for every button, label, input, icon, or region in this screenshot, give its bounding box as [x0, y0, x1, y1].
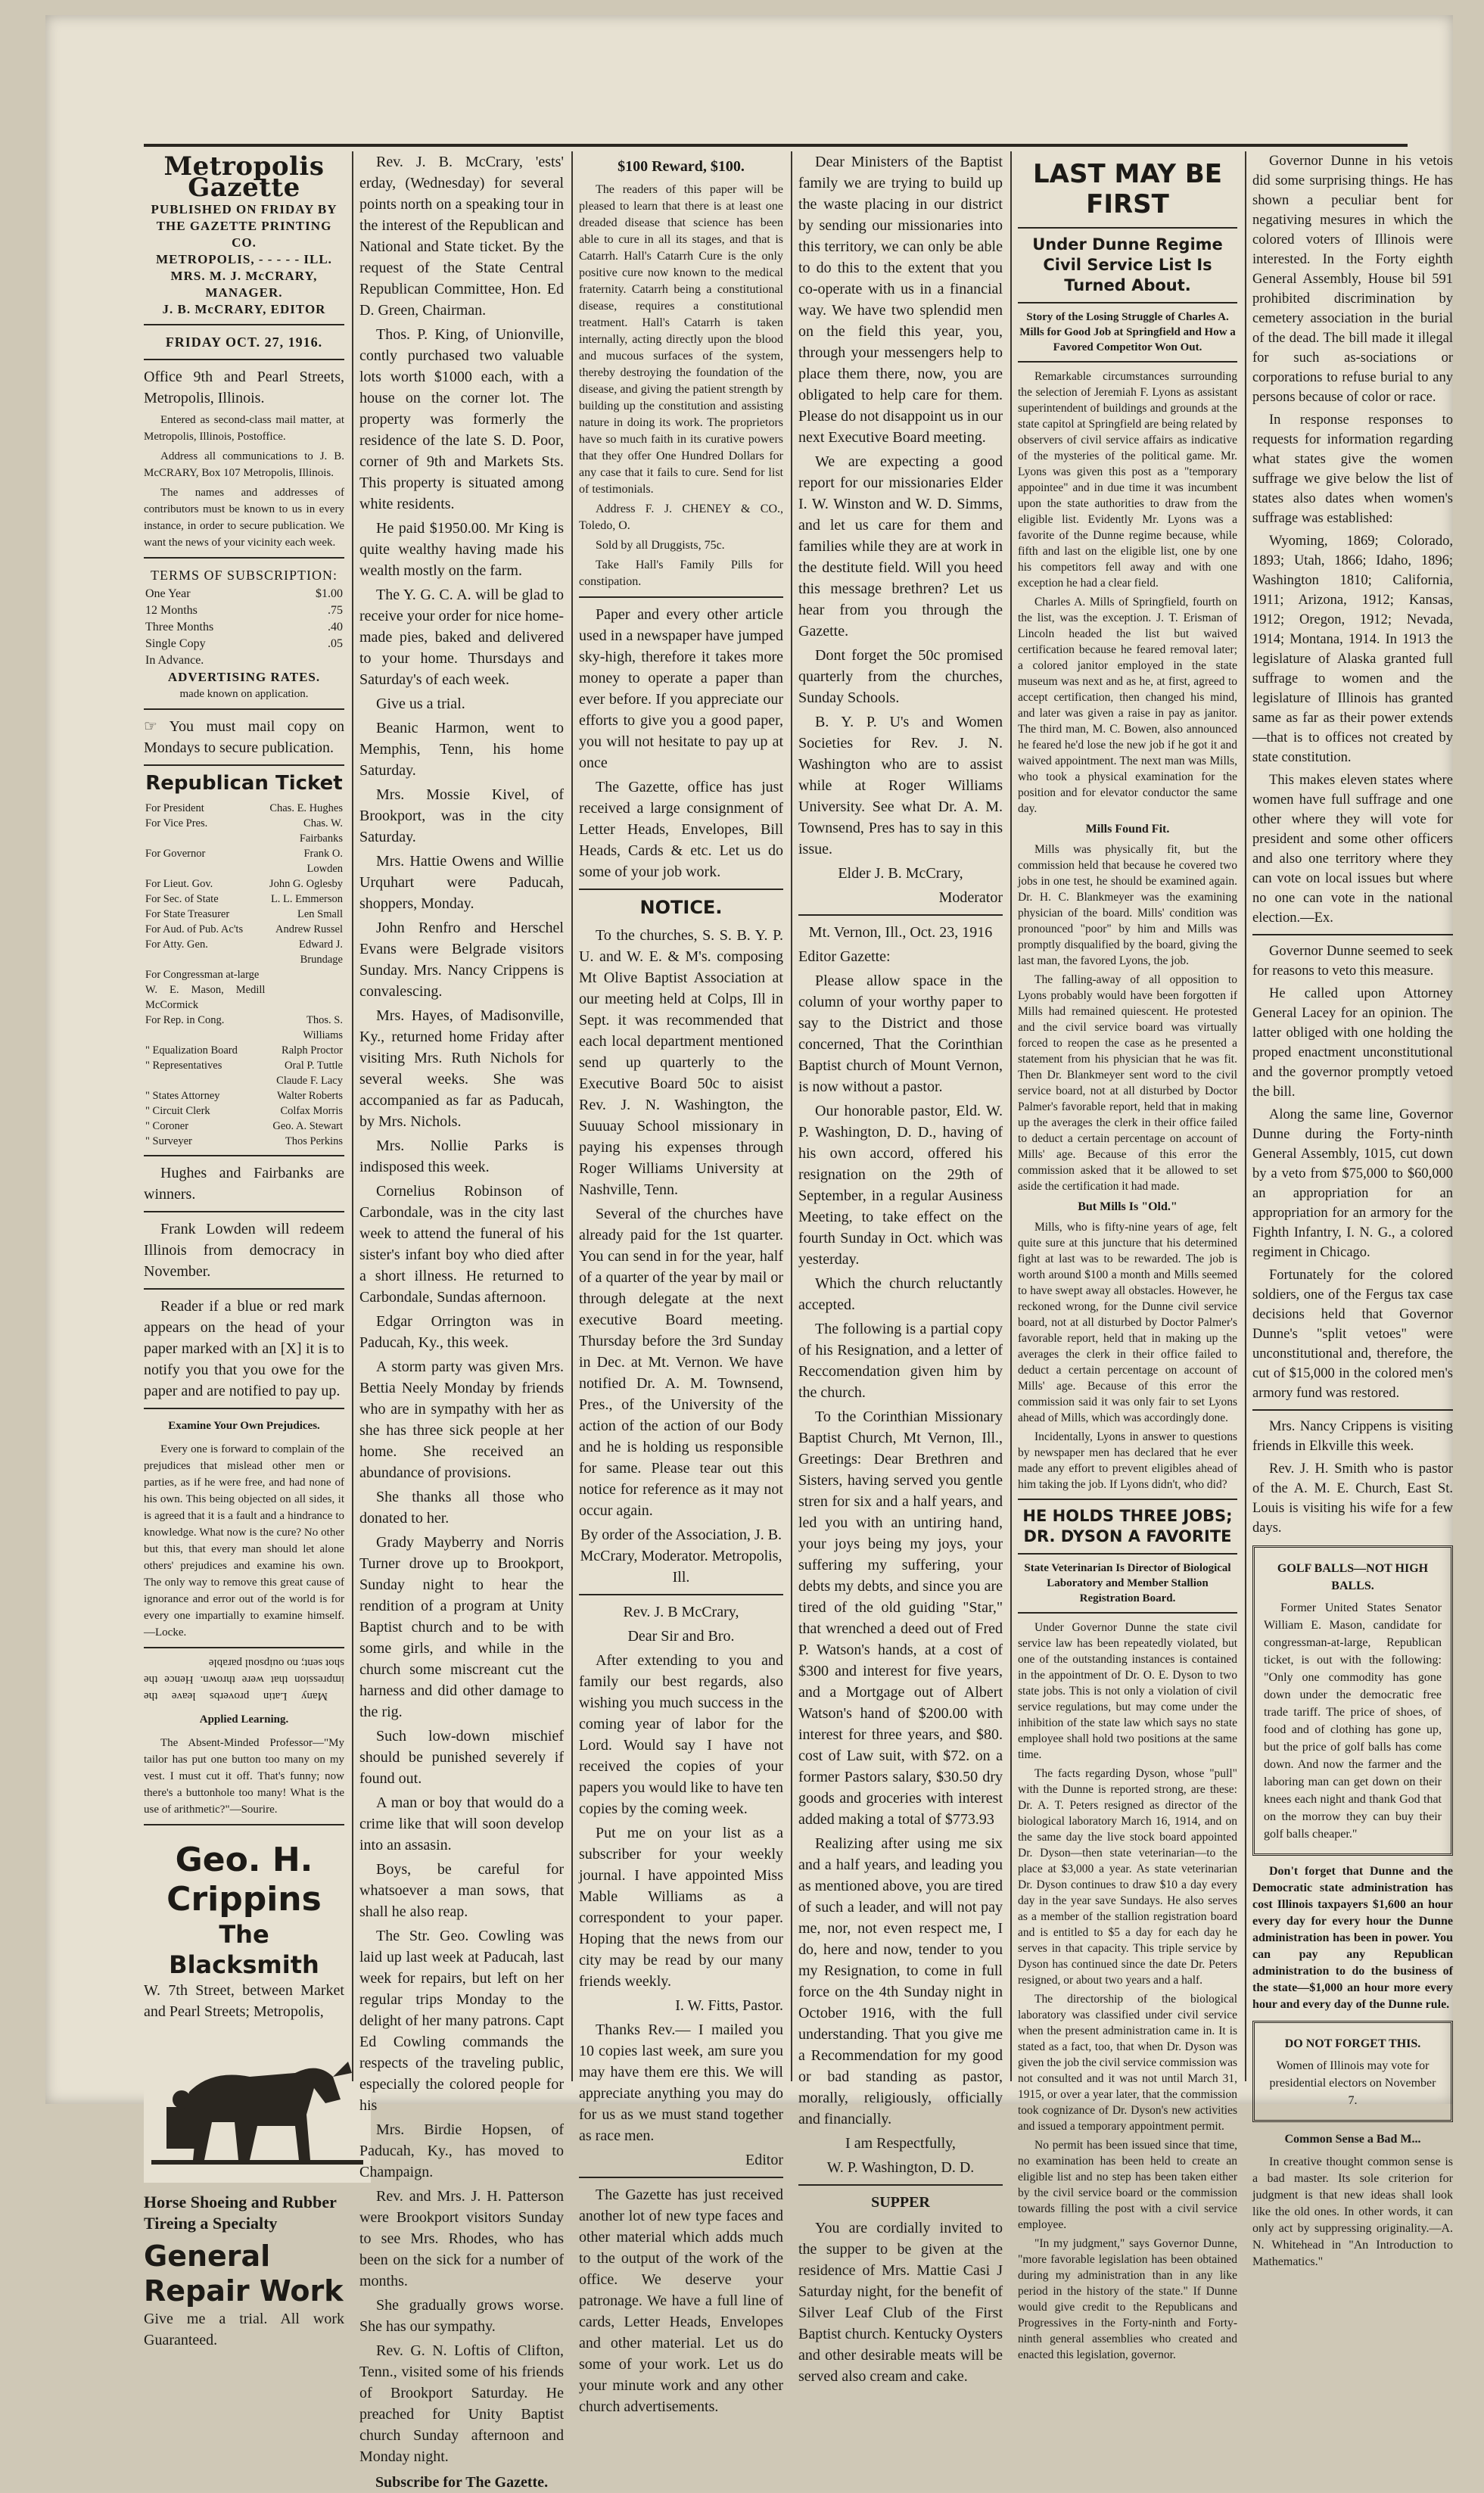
box-text: Former United States Senator William E. Mason, candidate for congressman-at-large, Republican ticket, is out with the following: "Only one commodity has gone down under the democratic free trade tariff. The price of shoes, of food and of clothing has gone up, but the price of golf balls has come down. And now the farmer and the laboring man can get down on their knees each night and thank God that on the morrow they can buy their golf balls cheaper." [1264, 1601, 1442, 1841]
column-church [798, 151, 1003, 2385]
ticket-table [144, 801, 344, 1149]
paragraph: He called upon Attorney General Lacey for an opinion. The latter obliged with one holding the proped enactment unconstitutional and the governor promptly vetoed the bill. [1252, 986, 1453, 1100]
paragraph: Reader if a blue or red mark appears on the head of your paper marked with an [X] it is to notify you that you owe for the paper and are notified to pay up. [144, 1298, 344, 1399]
signature: W. P. Washington, D. D. [826, 2159, 975, 2176]
news-item: Grady Mayberry and Norris Turner drove up to Brookport, Sunday night to hear the rendition of a program at Unity Baptist church and to be with some girls, and while in the church some miscreant cut the harness and did other damage to the rig. [359, 1534, 564, 1720]
table-row: For Atty. Gen. Edward J. Brundage [145, 938, 343, 966]
paragraph: "In my judgment," says Governor Dunne, "more favorable legislation has been obtained during my administration than in any like period in the history of the state." If Dunne would give credit to the Republicans and Progressives in the Forty-ninth and Forty-ninth general assemblies who created and enacted this legislation, governor. [1018, 2237, 1237, 2361]
applied-learning-text: The Absent-Minded Professor—"My tailor has put one button too many on my vest. I must cut it off. That's funny; now there's a buttonhole too many! What is the use of arithmetic?"—Sourire. [144, 1737, 344, 1816]
divider [579, 1594, 783, 1595]
news-item: Rev. and Mrs. J. H. Patterson were Brookport visitors Sunday to see Mrs. Rhodes, who has been on the sick for a number of months. [359, 2188, 564, 2289]
masthead-published: PUBLISHED ON FRIDAY BY [151, 202, 338, 216]
deck: Story of the Losing Struggle of Charles A. Mills for Good Job at Springfield and How a Favored Competitor Won Out. [1019, 311, 1236, 353]
paragraph: Charles A. Mills of Springfield, fourth on the list, was the exception. J. T. Erisman of Lincoln headed the list but waived certification because he feared removal later; a colored janitor employed in the state museum was next and as he, at first, agreed to accept certification, then changed his mind, and later was given a raise in pay as janitor. The third man, M. C. Bowen, also announced he feared he'd lose the new job if he got it and waived appointment. The next man was Mills, who took a physical examination for the position and for elevator conductor the same day. [1018, 596, 1237, 815]
column-rule [1245, 151, 1246, 2081]
table-row: For Vice Pres. Chas. W. Fairbanks [145, 817, 343, 845]
paragraph: Along the same line, Governor Dunne during the Forty-ninth General Assembly, 1015, cut down by a veto from $75,000 to $60,000 an appropriation for an appropriation for an armory for the Fighth Infantry, I. N. G., a colored regiment in Chicago. [1252, 1107, 1453, 1260]
box-text: Women of Illinois may vote for presidential electors on November 7. [1269, 2059, 1436, 2107]
office-address: Office 9th and Pearl Streets, Metropolis, Illinois. [144, 369, 344, 406]
copy-note: ☞ You must mail copy on Mondays to secure publication. [144, 718, 345, 756]
reward-sold: Sold by all Druggists, 75c. [596, 539, 725, 552]
masthead-title: Metropolis Gazette [163, 151, 325, 203]
column-rule [571, 151, 573, 2081]
divider [144, 1647, 344, 1648]
divider [798, 914, 1003, 916]
news-item: Beanic Harmon, went to Memphis, Tenn, his home Saturday. [359, 720, 564, 779]
supper-title: SUPPER [871, 2194, 930, 2211]
news-item: A man or boy that would do a crime like that will soon develop into an assasin. [359, 1794, 564, 1853]
news-item: Thos. P. King, of Unionville, contly purchased two valuable lots worth $1000 each, with a house on the corner lot. The property was formerly the residence of the late S. D. Poor, corner of 9th and Markets Sts. This property is situated among white residents. [359, 326, 564, 512]
paragraph: Dear Ministers of the Baptist family we are trying to build up the waste placing in our district by sending our missionaries into this territory, we can only be able to do this to the extent that you co-operate with us in a financial way. We have two splendid men on the field this year, you, through your messengers help to place them there, now, you are obligated to help care for them. Please do not disappoint us in our next Executive Board meeting. [798, 154, 1003, 446]
table-row: " Representatives Oral P. Tuttle [145, 1060, 343, 1072]
paragraph: This makes eleven states where women have full suffrage and one other where they will vote for president and some other officers and also one territory where they can vote on local issues but where no one can vote in the national election.—Ex. [1252, 773, 1453, 926]
table-row: For Rep. in Cong. Thos. S. Williams [145, 1014, 343, 1041]
news-item: John Renfro and Herschel Evans were Belgrade visitors Sunday. Mrs. Nancy Crippens is convalescing. [359, 920, 564, 1000]
paragraph: Thanks Rev.— I mailed you 10 copies last week, am sure you may have them ere this. We will appreciate anything you may do for us as we must stand together as race men. [579, 2021, 783, 2144]
divider [144, 557, 344, 559]
paragraph: Paper and every other article used in a newspaper have jumped sky-high, therefore it takes more money to operate a paper than ever before. If you appreciate our efforts to give you a good paper, you will not hesitate to pay up at once [579, 606, 783, 771]
paragraph: Dont forget the 50c promised quarterly from the churches, Sunday Schools. [798, 647, 1003, 706]
table-row: " Circuit Clerk Colfax Morris [145, 1105, 343, 1117]
divider [144, 359, 344, 360]
divider [144, 1288, 344, 1290]
table-row: Claude F. Lacy [276, 1075, 343, 1087]
letter-salutation: Dear Sir and Bro. [627, 1628, 735, 1645]
prejudices-title: Examine Your Own Prejudices. [168, 1420, 320, 1432]
paragraph: The Gazette, office has just received a large consignment of Letter Heads, Envelopes, Bill Heads, Cards & etc. Let us do some of your job work. [579, 779, 783, 880]
ad-trade: The Blacksmith [169, 1920, 319, 1979]
table-row: " Equalization Board Ralph Proctor [145, 1044, 343, 1057]
table-row: " Surveyer Thos Perkins [145, 1135, 343, 1147]
deck-2: State Veterinarian Is Director of Biological Laboratory and Member Stallion Registration Board. [1024, 1562, 1231, 1604]
upside-down-text: Many Latin proverbs leave the impression that were thrown. Hence the shot sent; no ouipsoul parable [144, 1657, 344, 1702]
divider [144, 324, 344, 325]
masthead-place: METROPOLIS, - - - - - ILL. [156, 252, 332, 266]
divider [144, 764, 344, 766]
advertising-rates-title: ADVERTISING RATES. [167, 670, 321, 684]
paragraph: The facts regarding Dyson, whose "pull" with the Dunne is reported strong, are these: Dr. A. T. Peters resigned as director of the biological laboratory March 16, 1914, and on the same day the live stock board appointed Dr. Dyson—then state veterinarian—to the place at $3,000 a year. As state veterinarian Dr. Dyson continues to draw $10 a day every day in the year save Sundays. He also serves as a member of the stallion registration board and is entitled to $5 a day for each day he serves in that capacity. This triple service by Dyson has continued since the date Dr. Peters resigned, or about two years and a half. [1018, 1767, 1237, 1987]
address-note: Address all communications to J. B. McCRARY, Box 107 Metropolis, Illinois. [144, 450, 344, 479]
column-editorial [1252, 151, 1453, 2268]
contributors-note: The names and addresses of contributors must be known to us in every instance, in order to secure publication. We want the news of your vicinity each week. [144, 487, 344, 549]
advertising-rates-note: made known on application. [179, 688, 309, 700]
table-row: 12 Months .75 [145, 604, 343, 617]
divider [1252, 1409, 1453, 1411]
news-item: Cornelius Robinson of Carbondale, was in the city last week to attend the funeral of his sister's infant boy who died after a short illness. He returned to Carbondale, Sundas afternoon. [359, 1183, 564, 1306]
masthead-editor: J. B. McCRARY, EDITOR [162, 302, 326, 316]
reward-text: The readers of this paper will be pleased to learn that there is at least one dreaded disease that science has been able to cure in all its stages, and that is Catarrh. Hall's Catarrh Cure is the only positive cure now known to the medical fraternity. Catarrh being a constitutional disease, requires a constitutional treatment. Hall's Catarrh is taken internally, acting directly upon the blood and mucous surfaces of the system, thereby destroying the foundation of the disease, and giving the patient strength by building up the constitution and assisting nature in doing its work. The proprietors have so much faith in its curative powers that they offer One Hundred Dollars for any case that it fails to cure. Send for list of testimonials. [579, 183, 783, 496]
box-title: DO NOT FORGET THIS. [1284, 2037, 1421, 2050]
paragraph: The Gazette has just received another lot of new type faces and other material which adds much to the output of the work of the office. We deserve your patronage. We have a full line of cards, Letter Heads, Envelopes and other material. Let us do some of your work. Let us do your minute work and any other church advertisements. [579, 2186, 783, 2415]
news-item: She thanks all those who donated to her. [359, 1489, 564, 1527]
editor-signature: Editor [745, 2152, 783, 2168]
entered-note: Entered as second-class mail matter, at Metropolis, Illinois, Postoffice. [144, 414, 344, 443]
table-row: One Year $1.00 [145, 587, 343, 600]
paragraph: Mills was physically fit, but the commission held that because he covered two jobs in one test, he should be examined again. Dr. H. C. Blankmeyer was the examining physician of the board. Mills' condition was pronounced "poor" by him and Mills was promptly disqualified by the board, giving the last man, the favored Lyons, the job. [1018, 843, 1237, 967]
divider [1018, 361, 1237, 363]
dunne-note: Don't forget that Dunne and the Democratic state administration has cost Illinois taxpayers $1,600 an hour every day for every hour the Dunne administration has been in power. You can pay any Republican administration to do the business of the state—$1,000 an hour more every hour and every day of the Dunne rule. [1252, 1865, 1453, 2011]
column-notices [579, 151, 783, 2415]
reward-address: Address F. J. CHENEY & CO., Toledo, O. [579, 503, 783, 532]
horse-blacksmith-illustration [144, 2031, 371, 2183]
paragraph: To the churches, S. S. B. Y. P. U. and W. E. & M's. composing Mt Olive Baptist Association at our meeting held at Colps, Ill in Sept. it was recommended that each local department mentioned send up quarterly to the Executive Board 50c to aisist Rev. J. N. Washington, the Suuuay School missionary in paying his expenses through Roger Williams University at Nashville, Tenn. [579, 927, 783, 1198]
table-row: Three Months .40 [145, 621, 343, 633]
golf-balls-box [1252, 1545, 1453, 1856]
paragraph: B. Y. P. U's and Women Societies for Rev. J. N. Washington who are to assist while at Roger Williams University. See what Dr. A. M. Townsend, Pres has to say in this issue. [798, 714, 1003, 857]
paragraph: We are expecting a good report for our missionaries Elder I. W. Winston and W. D. Simms, and let us care for them and families while they are at work in the destitute field. Will you heed this message brethren? Let us hear from you through the Gazette. [798, 453, 1003, 640]
divider [144, 1155, 344, 1156]
table-row: For Aud. of Pub. Ac'ts Andrew Russel [145, 923, 343, 935]
do-not-forget-box [1252, 2021, 1453, 2122]
pointing-hand-icon: ☞ [144, 718, 170, 735]
subscription-table [144, 586, 344, 669]
masthead-manager: MRS. M. J. McCRARY, MANAGER. [170, 269, 318, 300]
paragraph: Incidentally, Lyons in answer to questions by newspaper men has declared that he ever made any effort to prevent eligibles ahead of him taking the job. If Lyons didn't, who did? [1018, 1430, 1237, 1491]
news-item: Boys, be careful for whatsoever a man sows, that shall he also reap. [359, 1861, 564, 1920]
table-row: For State Treasurer Len Small [145, 908, 343, 920]
paragraph: Put me on your list as a subscriber for your weekly journal. I have appointed Miss Mable Williams as a correspondent to your paper. Hoping that the news from our city may be read by our many friends weekly. [579, 1825, 783, 1990]
divider [579, 596, 783, 598]
subheadline: Under Dunne Regime Civil Service List Is Turned About. [1032, 235, 1223, 294]
news-item: A storm party was given Mrs. Bettia Neely Monday by friends who are in sympathy with her as she has three sick people at her home. She received an abundance of provisions. [359, 1359, 564, 1481]
letter-signature: I. W. Fitts, Pastor. [675, 1997, 783, 2014]
ticket-title: Republican Ticket [145, 772, 343, 795]
letter-to: Rev. J. B McCrary, [623, 1604, 739, 1620]
paragraph: To the Corinthian Missionary Baptist Church, Mt Vernon, Ill., Greetings: Dear Brethren and Sisters, having served you gentle stren for six and a half years, and led you with an untiring hand, your joys being my joys, your suffering my suffering, your debts my debts, and since you are tired of the old guiding "Star," that wrenched a deed out of Fred P. Watson's hands, at a cost of $300 and interest for five years, and a Mortgage out of Albert Watson's hand of $200.00 with interest for three years, and $80. cost of Law suit, with $72. on a former Pastors salary, $30.50 dry goods and groceries with interest added making a total of $773.93 [798, 1408, 1003, 1828]
paragraph: Governor Dunne in his vetois did some surprising things. He has shown a peculiar bent for negativing mesures in which the colored voters of Illinois were interested. In the Forty eighth General Assembly, House bil 591 prohibited discrimination by cemetery association in the burial of the dead. The bill made it illegal for such as-sociations or corporations to refuse burial to any persons because of color or race. [1252, 154, 1453, 405]
paragraph: No permit has been issued since that time, no examination has been held to create an eligible list and no step has been taken either by the civil service board or the commission towards filling the post with a civil service employee. [1018, 2139, 1237, 2231]
paragraph: Frank Lowden will redeem Illinois from democracy in November. [144, 1221, 344, 1280]
common-sense-title: Common Sense a Bad M... [1284, 2133, 1421, 2146]
divider [579, 2177, 783, 2178]
paragraph: After extending to you and family our best regards, also wishing you much success in the coming year of labor for the Lord. Would say I have not received the copies of your papers you would like to have ten copies by the coming week. [579, 1652, 783, 1817]
news-item: Rev. G. N. Loftis of Clifton, Tenn., visited some of his friends of Brookport Saturday. He preached for Unity Baptist church Sunday afternoon and Monday night. [359, 2342, 564, 2465]
signature-title: Moderator [938, 889, 1003, 906]
column-rule [791, 151, 792, 2081]
divider [144, 1211, 344, 1212]
news-item: Mrs. Mossie Kivel, of Brookport, was in the city Saturday. [359, 786, 564, 845]
table-row: " States Attorney Walter Roberts [145, 1090, 343, 1102]
dateline: Mt. Vernon, Ill., Oct. 23, 1916 [808, 924, 993, 941]
notice-signature: By order of the Association, J. B. McCrary, Moderator. Metropolis, Ill. [580, 1527, 782, 1586]
paragraph: Wyoming, 1869; Colorado, 1893; Utah, 1866; Idaho, 1896; Washington 1810; California, 1911; Arizona, 1912; Kansas, 1912; Oregon, 1912; Nevada, 1914; Montana, 1914. In 1913 the legislature of Alaska granted full suffrage to women and the legislature of Illinois has granted same as far as their power extends—that is to offices not created by state constitution. [1252, 534, 1453, 765]
news-item: Give us a trial. [376, 696, 465, 712]
salutation: Editor Gazette: [798, 948, 891, 965]
paragraph: In response responses to requests for information regarding what states give the women suffrage we give below the list of states also dates when women's suffrage was established: [1252, 412, 1453, 526]
column-local-news [359, 151, 564, 2491]
paragraph: Hughes and Fairbanks are winners. [144, 1165, 344, 1203]
reward-title: $100 Reward, $100. [618, 158, 745, 175]
paragraph: Several of the churches have already paid for the 1st quarter. You can send in for the year, half of a quarter of the year by mail or through delegate at the next executive Board meeting. Thursday before the 3rd Sunday in Dec. at Mt. Vernon. We have notified Dr. A. M. Townsend, Pres., of the University of the action of the action of our Body and he is holding us responsible for same. Please tear out this notice for reference as it may not occur again. [579, 1206, 783, 1519]
news-item: Mrs. Birdie Hopsen, of Paducah, Ky., has moved to Champaign. [359, 2121, 564, 2180]
newspaper-page [45, 15, 1453, 2491]
table-row: W. E. Mason, Medill McCormick [145, 984, 266, 1011]
applied-learning-title: Applied Learning. [199, 1713, 289, 1726]
news-item: Such low-down mischief should be punished severely if found out. [359, 1728, 564, 1787]
divider [144, 1408, 344, 1409]
divider [1018, 302, 1237, 303]
top-rule [144, 144, 1408, 147]
divider [1018, 227, 1237, 229]
ad-name: Geo. H. Crippins [166, 1841, 322, 1919]
news-item: Mrs. Hayes, of Madisonville, Ky., returned home Friday after visiting Mrs. Ruth Nichols for several weeks. She was accompanied as far as Paducah, by Mrs. Nichols. [359, 1007, 564, 1130]
masthead-publisher: THE GAZETTE PRINTING CO. [156, 219, 332, 250]
issue-date: FRIDAY OCT. 27, 1916. [165, 335, 323, 350]
subscribe-note: Subscribe for The Gazette. [375, 2474, 549, 2491]
table-row: For Sec. of State L. L. Emmerson [145, 893, 343, 905]
paragraph: Which the church reluctantly accepted. [798, 1275, 1003, 1313]
table-row: For Governor Frank O. Lowden [145, 848, 343, 875]
divider [1018, 1499, 1237, 1500]
news-item: Edgar Orrington was in Paducah, Ky., this week. [359, 1313, 564, 1351]
table-row: For Lieut. Gov. John G. Oglesby [145, 878, 343, 890]
table-row: For President Chas. E. Hughes [145, 802, 343, 814]
news-item: Mrs. Nollie Parks is indisposed this week. [359, 1138, 564, 1175]
divider [579, 889, 783, 890]
paragraph: Please allow space in the column of your worthy paper to say to the District and those concerned, That the Corinthian Baptist church of Mount Vernon, is now without a pastor. [798, 973, 1003, 1095]
divider [144, 1824, 344, 1825]
paragraph: Under Governor Dunne the state civil service law has been repeatedly violated, but one of the outstanding instances is contained in the appointment of Dr. O. E. Dyson to two state jobs. This is not only a violation of civil service regulations, but may come under the inhibition of the state law which says no state employee shall hold two positions at the same time. [1018, 1621, 1237, 1761]
signature: Elder J. B. McCrary, [838, 865, 963, 882]
section-head: Mills Found Fit. [1085, 823, 1170, 836]
paragraph: The following is a partial copy of his Resignation, and a letter of Reccomendation given him by the church. [798, 1321, 1003, 1401]
news-item: The Y. G. C. A. will be glad to receive your order for nice home-made pies, baked and delivered to your home. Thursdays and Saturday's of each week. [359, 587, 564, 688]
divider [1252, 934, 1453, 935]
paragraph: Mills, who is fifty-nine years of age, felt quite sure at this juncture that his determined fight at last was to be rewarded. The job is worth around $100 a month and Mills seemed to have swept away all obstacles. However, he reckoned wrong, for the Dunne civil service board, not at all disturbed by Doctor Palmer's favorable report, held that in making up the averages the clerk in their office failed to deduct a certain percentage on account of Mills' age. Because of this error the commission said it was only fair to set Lyons ahead of Mills, which was accordingly done. [1018, 1221, 1237, 1424]
divider [144, 708, 344, 710]
paragraph: The directorship of the biological laboratory was classified under civil service when the present administration came in. It is stated as a fact, too, that when Dr. Dyson was given the job the civil service commission was not consulted and it was not until March 31, 1915, or over a year later, that the commission took cognizance of Dr. Dyson's new activities and issued a temporary appointment permit. [1018, 1993, 1237, 2133]
headline: LAST MAY BE FIRST [1033, 159, 1222, 219]
prejudices-text: Every one is forward to complain of the prejudices that mislead other men or parties, as if he were free, and had none of his own. This being objected on all sides, it is agreed that it is a fault and a hindrance to knowledge. What now is the cure? No other but this, that every man should let alone others' prejudices and examine his own. The only way to remove this great cause of ignorance and error out of the world is for every one impartially to examine himself.—Locke. [144, 1443, 344, 1639]
paragraph: You are cordially invited to the supper to be given at the residence of Mrs. Mattie Casi J Saturday night, for the benefit of Silver Leaf Club of the First Baptist church. Kentucky Oysters and other desirable meats will be served also cream and cake. [798, 2220, 1003, 2385]
reward-pills: Take Hall's Family Pills for constipation. [579, 559, 783, 588]
news-item: Mrs. Hattie Owens and Willie Urquhart were Paducah, shoppers, Monday. [359, 853, 564, 912]
paragraph: Governor Dunne seemed to seek for reasons to veto this measure. [1252, 944, 1453, 979]
news-item: The Str. Geo. Cowling was laid up last week at Paducah, last week for repairs, but left on her regular trips Monday to the delight of her many patrons. Capt Ed Cowling commands the respects of the traveling public, especially the colored people for his [359, 1928, 564, 2114]
paragraph: Rev. J. H. Smith who is pastor of the A. M. E. Church, East St. Louis is visiting his wife for a few days. [1252, 1461, 1453, 1536]
paragraph: The falling-away of all opposition to Lyons probably would have been forgotten if Mills had remained quiescent. He protested and the civil service board was virtually forced to reopen the case as he presented a statement from his physician that he was fit. Then Dr. Blankmeyer sent word to the civil service board, not at all disturbed by Doctor Palmer's favorable report, held that in making up the averages the clerk in their office failed to deduct a certain percentage on account of Mills' age. Because of this error the commission asked that it be allowed to set aside the certification it had made. [1018, 973, 1237, 1193]
ad-trial: Give me a trial. All work Guaranteed. [144, 2311, 344, 2348]
closing: I am Respectfully, [845, 2135, 956, 2152]
paragraph: Fortunately for the colored soldiers, one of the Fergus tax case decisions held that Governor Dunne's "split vetoes" were unconstitutional and, therefore, the cut of $15,000 in the colored men's armory fund was restored. [1252, 1268, 1453, 1401]
table-row: In Advance. [145, 654, 204, 667]
column-rule [1010, 151, 1012, 2081]
ad-shoeing: Horse Shoeing and Rubber Tireing a Specialty [144, 2193, 337, 2233]
notice-title: NOTICE. [639, 897, 723, 918]
ad-repair: General Repair Work [144, 2239, 344, 2308]
table-row: " Coroner Geo. A. Stewart [145, 1120, 343, 1132]
box-title: GOLF BALLS—NOT HIGH BALLS. [1277, 1562, 1429, 1592]
news-item: She gradually grows worse. She has our sympathy. [359, 2297, 564, 2335]
table-row: Single Copy .05 [145, 637, 343, 650]
paragraph: Realizing after using me six and a half years, and leading you as mentioned above, you are tired of such a leader, and will not pay me, nor, not even respect me, I do, here and now, tender to you my Resignation, to come in full force on the 4th Sunday night in October 1916, with the full understanding. That you give me a Recommendation for my good or bad standing as pastor, morally, religiously, officially and financially. [798, 1835, 1003, 2127]
headline-2: HE HOLDS THREE JOBS; DR. DYSON A FAVORITE [1022, 1507, 1233, 1545]
divider [1018, 1553, 1237, 1555]
column-masthead [144, 151, 345, 2348]
table-row: For Congressman at-large [145, 969, 260, 981]
common-sense-text: In creative thought common sense is a bad master. Its sole criterion for judgment is that new ideas shall look like the old ones. In other words, it can only act by suppressing originality.—A. N. Whitehead in "An Introduction to Mathematics." [1252, 2155, 1453, 2268]
column-politics [1018, 151, 1237, 2361]
divider [1018, 1612, 1237, 1614]
paragraph: Remarkable circumstances surrounding the selection of Jeremiah F. Lyons as assistant superintendent of buildings and grounds at the state capitol at Springfield are being related by observers of civil service affairs as indicative of the mysteries of the political game. Mr. Lyons was given this post as a "temporary appointee" and in due time it was incumbent upon the state authorities to draw from the eligible list. Evidently Mr. Lyons was a favorite of the Dunne regime because, while fifth and last on the eligible list, one by one his competitors fell away and with one exception he had a clear field. [1018, 370, 1237, 590]
news-item: Rev. J. B. McCrary, 'ests' erday, (Wednesday) for several points north on a speaking tour in the interest of the Republican and National and State ticket. By the request of the State Central Republican Committee, Hon. Ed D. Green, Chairman. [359, 154, 564, 319]
divider [798, 2184, 1003, 2186]
section-head: But Mills Is "Old." [1078, 1200, 1178, 1213]
subscription-title: TERMS OF SUBSCRIPTION: [150, 568, 338, 583]
news-item: He paid $1950.00. Mr King is quite wealthy having made his wealth mostly on the farm. [359, 520, 564, 579]
paragraph: Mrs. Nancy Crippens is visiting friends in Elkville this week. [1252, 1419, 1453, 1454]
column-rule [352, 151, 353, 2081]
paragraph: Our honorable pastor, Eld. W. P. Washington, D. D., having of his own accord, offered his resignation on the 29th of September, in a regular Ausiness Meeting, to take effect on the fourth Sunday in Oct. which was yesterday. [798, 1103, 1003, 1268]
ad-address: W. 7th Street, between Market and Pearl Streets; Metropolis, [144, 1982, 344, 2020]
